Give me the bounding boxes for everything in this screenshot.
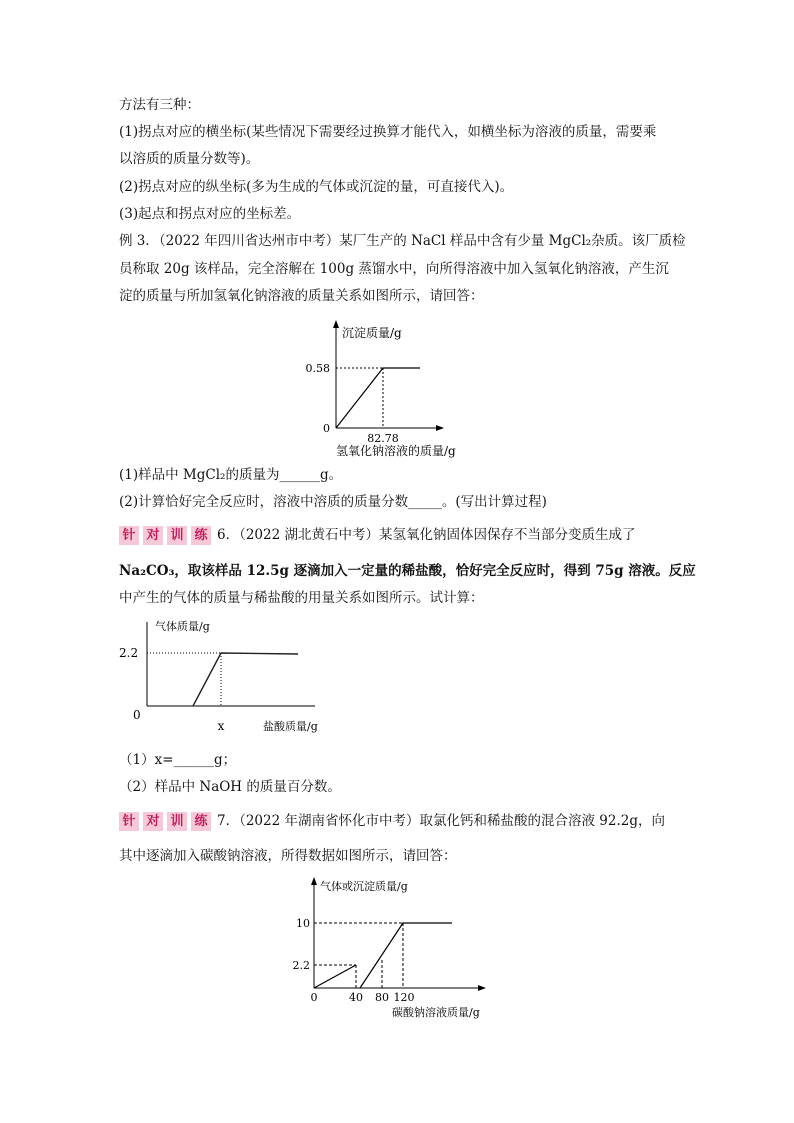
chart-gas (115, 612, 335, 737)
y-tick-label-10: 10 (296, 917, 310, 930)
training7-line-1: 针 对 训 练 7．（2022 年湖南省怀化市中考）取氯化钙和稀盐酸的混合溶液 92.2g，向 (119, 812, 665, 831)
x-tick-label: 82.78 (367, 432, 399, 445)
y-tick-label-2-2: 2.2 (292, 959, 310, 972)
training-badge: 针 对 训 练 (119, 526, 215, 545)
series-line (193, 653, 298, 706)
training6-line-1: 针 对 训 练 6．（2022 湖北黄石中考）某氢氧化钠固体因保存不当部分变质生成了 (119, 526, 636, 545)
y-axis-arrow (333, 320, 339, 328)
chart-gas-precipitate (290, 872, 510, 1022)
intro-line-1: 方法有三种： (119, 97, 200, 113)
y-axis-label: 气体质量/g (155, 620, 210, 633)
x-tick-label: x (217, 719, 225, 733)
origin-label: 0 (310, 991, 318, 1004)
x-axis-label: 盐酸质量/g (263, 720, 318, 733)
intro-line-4: (2)拐点对应的纵坐标(多为生成的气体或沉淀的量，可直接代入)。 (119, 179, 514, 195)
example3-line-1: 例 3．（2022 年四川省达州市中考）某厂生产的 NaCl 样品中含有少量 MgCl₂杂质。该厂质检 (119, 233, 686, 249)
training-badge: 针 对 训 练 (119, 812, 215, 831)
example3-line-2: 员称取 20g 该样品，完全溶解在 100g 蒸馏水中，向所得溶液中加入氢氧化钠溶液，产生沉 (119, 261, 669, 277)
training6-line-3: 中产生的气体的质量与稀盐酸的用量关系如图所示。试计算： (119, 590, 484, 606)
x-tick-label-80: 80 (375, 991, 389, 1004)
series-gas (314, 965, 356, 988)
x-axis-label: 碳酸钠溶液质量/g (392, 1006, 480, 1019)
origin-label: 0 (323, 422, 330, 435)
x-axis-arrow (478, 985, 486, 991)
example3-question-2: (2)计算恰好完全反应时，溶液中溶质的质量分数_____。(写出计算过程) (119, 494, 547, 510)
x-tick-label-120: 120 (393, 991, 415, 1004)
chart-precipitate (290, 318, 520, 458)
y-axis-label: 气体或沉淀质量/g (320, 880, 408, 893)
intro-line-5: (3)起点和拐点对应的坐标差。 (119, 206, 301, 222)
y-axis-arrow (311, 877, 317, 885)
training6-line-2: Na₂CO₃，取该样品 12.5g 逐滴加入一定量的稀盐酸，恰好完全反应时，得到 75g 溶液。反应 (119, 563, 696, 579)
intro-line-3: 以溶质的质量分数等)。 (119, 151, 260, 167)
x-axis-label: 氢氧化钠溶液的质量/g (336, 444, 456, 458)
training6-question-2: （2）样品中 NaOH 的质量百分数。 (119, 779, 341, 795)
training6-question-1: （1）x=______g； (119, 752, 237, 768)
y-tick-label: 2.2 (119, 646, 139, 660)
x-axis-arrow (436, 425, 444, 431)
y-axis-label: 沉淀质量/g (342, 326, 402, 340)
series-line (336, 368, 420, 428)
series-precipitate (360, 923, 452, 988)
y-tick-label: 0.58 (305, 362, 330, 375)
example3-line-3: 淀的质量与所加氢氧化钠溶液的质量关系如图所示，请回答： (119, 288, 484, 304)
training7-line-2: 其中逐滴加入碳酸钠溶液，所得数据如图所示，请回答： (119, 848, 457, 864)
intro-line-2: (1)拐点对应的横坐标(某些情况下需要经过换算才能代入，如横坐标为溶液的质量，需要乘 (119, 124, 657, 140)
example3-question-1: (1)样品中 MgCl₂的质量为______g。 (119, 467, 343, 483)
origin-label: 0 (133, 708, 141, 722)
x-tick-label-40: 40 (349, 991, 363, 1004)
